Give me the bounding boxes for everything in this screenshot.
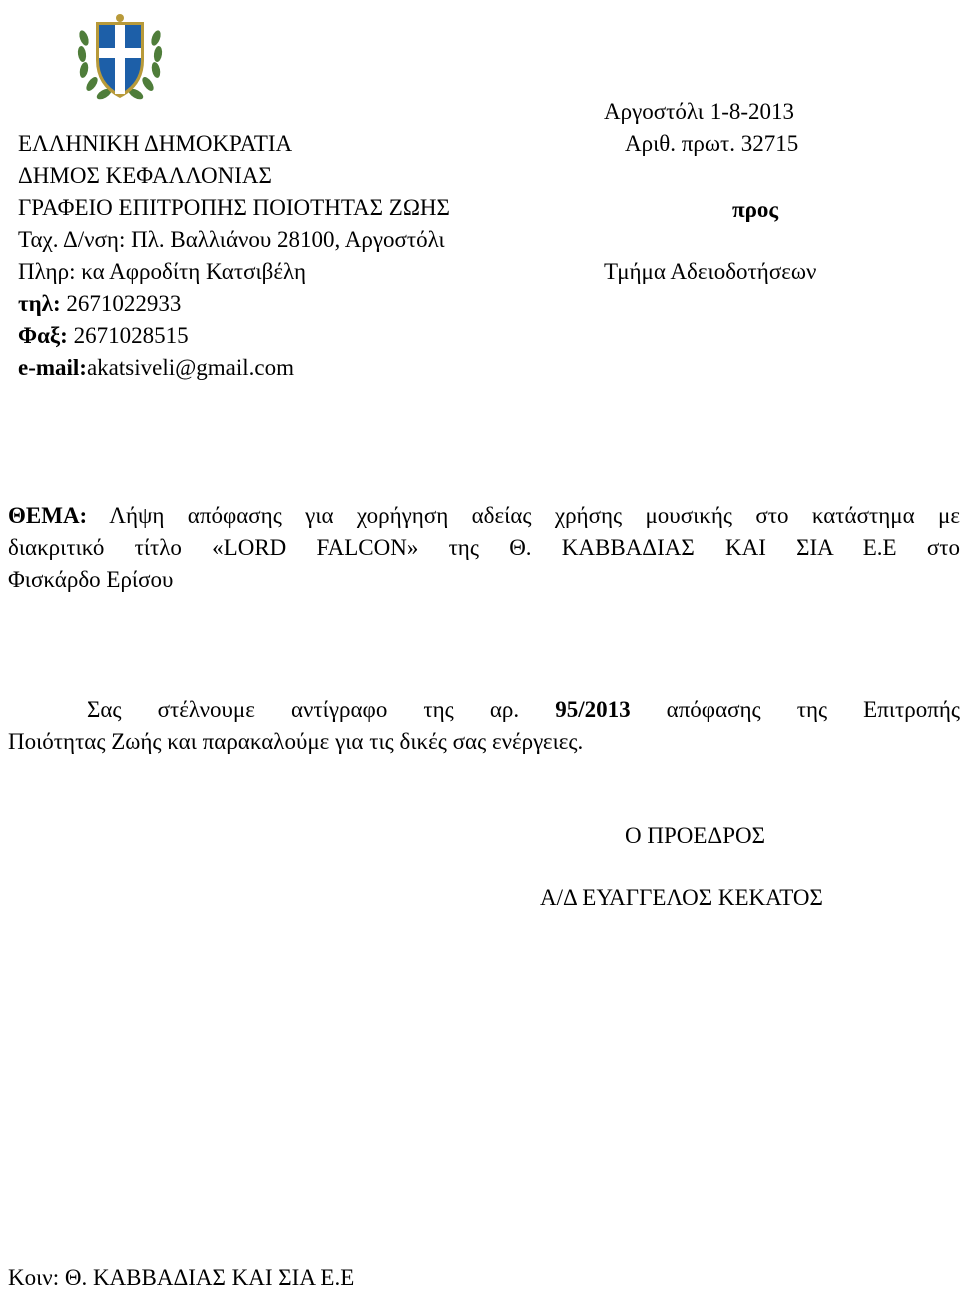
subject-label: ΘΕΜΑ: bbox=[8, 503, 88, 528]
subject-line-1 bbox=[8, 500, 960, 532]
sender-office: ΓΡΑΦΕΙΟ ΕΠΙΤΡΟΠΗΣ ΠΟΙΟΤΗΤΑΣ ΖΩΗΣ bbox=[18, 195, 450, 220]
phone-label: τηλ: bbox=[18, 291, 61, 316]
recipient: Τμήμα Αδειοδοτήσεων bbox=[604, 259, 817, 284]
to-label: προς bbox=[732, 197, 779, 222]
sender-address: Ταχ. Δ/νση: Πλ. Βαλλιάνου 28100, Αργοστόλι bbox=[18, 227, 445, 252]
sender-phone-row bbox=[18, 288, 450, 320]
fax-number: 2671028515 bbox=[67, 323, 189, 348]
decision-number: 95/2013 bbox=[555, 697, 631, 722]
protocol-number: Αριθ. πρωτ. 32715 bbox=[625, 131, 799, 156]
body-text-2: απόφασης της Επιτροπής bbox=[630, 697, 960, 722]
subject-line-2: διακριτικό τίτλο «LORD FALCON» της Θ. ΚΑΒΒΑΔΙΑΣ ΚΑΙ ΣΙΑ Ε.Ε στο bbox=[8, 535, 960, 560]
subject-line-3: Φισκάρδο Ερίσου bbox=[8, 567, 174, 592]
sender-contact-person: Πληρ: κα Αφροδίτη Κατσιβέλη bbox=[18, 259, 307, 284]
sender-email-row bbox=[18, 352, 450, 384]
carbon-copy: Κοιν: Θ. ΚΑΒΒΑΔΙΑΣ ΚΑΙ ΣΙΑ Ε.Ε bbox=[8, 1265, 355, 1290]
subject-block bbox=[8, 500, 960, 596]
body-line-2: Ποιότητας Ζωής και παρακαλούμε για τις δικές σας ενέργειες. bbox=[8, 729, 584, 754]
sender-fax-row bbox=[18, 320, 450, 352]
phone-number: 2671022933 bbox=[60, 291, 182, 316]
body-block bbox=[8, 694, 960, 758]
signer-title: Ο ΠΡΟΕΔΡΟΣ bbox=[625, 823, 765, 848]
body-text-1: Σας στέλνουμε αντίγραφο της αρ. bbox=[87, 697, 556, 722]
sender-country: ΕΛΛΗΝΙΚΗ ΔΗΜΟΚΡΑΤΙΑ bbox=[18, 131, 293, 156]
signer-name: Α/Δ ΕΥΑΓΓΕΛΟΣ ΚΕΚΑΤΟΣ bbox=[540, 885, 823, 910]
body-line-1 bbox=[8, 694, 960, 726]
email-label: e-mail: bbox=[18, 355, 87, 380]
subject-text-1: Λήψη απόφασης για χορήγηση αδείας χρήσης μουσικής στο κατάστημα με bbox=[87, 503, 960, 528]
fax-label: Φαξ: bbox=[18, 323, 68, 348]
sender-municipality: ΔΗΜΟΣ ΚΕΦΑΛΛΟΝΙΑΣ bbox=[18, 163, 272, 188]
document-date: Αργοστόλι 1-8-2013 bbox=[604, 99, 795, 124]
sender-block bbox=[18, 128, 450, 384]
email-address: akatsiveli@gmail.com bbox=[86, 355, 295, 380]
greek-coat-of-arms-icon bbox=[76, 8, 164, 108]
